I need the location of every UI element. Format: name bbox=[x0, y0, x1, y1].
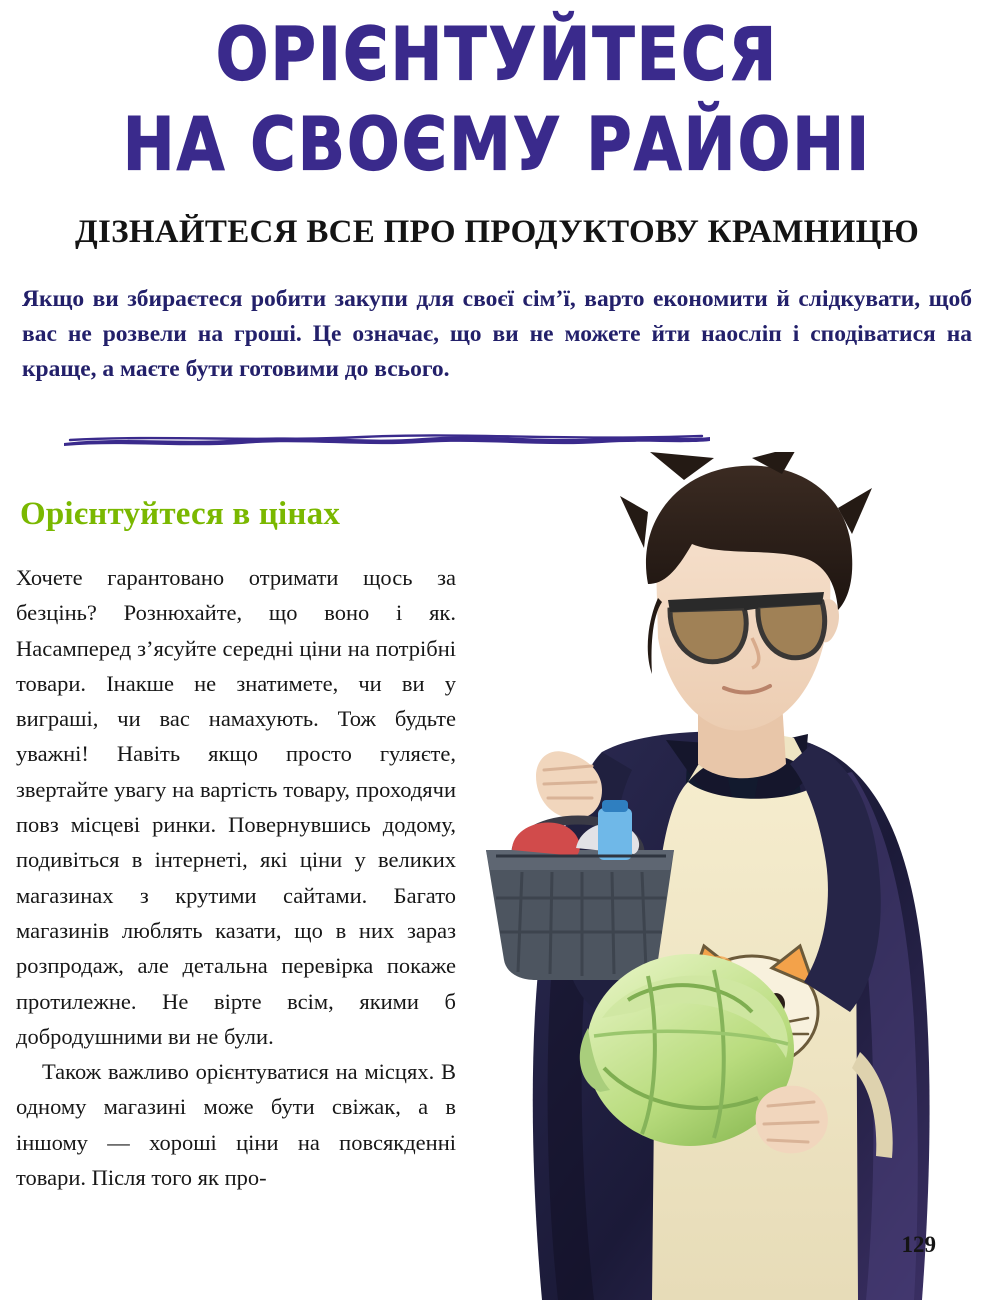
body-paragraph-1: Хочете гарантовано отримати щось за безцінь? Рознюхайте, що воно і як. Насамперед з’ясуйте середні ціни на потрібні товари. Інакше не знатимете, чи ви у виграші, чи вас намахують. Тож будьте уважні! Навіть якщо просто гуляєте, звертайте увагу на вартість товару, проходячи повз місцеві ринки. Повернувшись додому, подивіться в інтернеті, які ціни у великих магазинах з крутими сайтами. Багато магазинів люблять казати, що в них зараз розпродаж, але детальна перевірка покаже протилежне. Не вірте всім, якими б добродушними ви не були. bbox=[16, 565, 456, 1049]
illustration-man-with-shopping-basket-and-cabbage bbox=[452, 452, 994, 1300]
brush-divider bbox=[62, 432, 712, 448]
body-paragraph-2: Також важливо орієнтуватися на місцях. В одному магазині може бути свіжак, а в іншому — хороші ціни на повсякденні товари. Після того як про- bbox=[16, 1059, 456, 1191]
page-number: 129 bbox=[901, 1232, 936, 1257]
section-heading: Орієнтуйтеся в цінах bbox=[20, 496, 341, 532]
title-line-1: ОРІЄНТУЙТЕСЯ bbox=[215, 10, 779, 98]
body-text-column bbox=[16, 560, 456, 1195]
title-line-2: НА СВОЄМУ РАЙОНІ bbox=[122, 100, 872, 188]
page-title bbox=[0, 10, 994, 188]
section-subheading: ДІЗНАЙТЕСЯ ВСЕ ПРО ПРОДУКТОВУ КРАМНИЦЮ bbox=[74, 214, 920, 250]
intro-paragraph: Якщо ви збираєтеся робити закупи для своєї сім’ї, варто економити й слідкувати, щоб вас не розвели на гроші. Це означає, що ви не можете йти наосліп і сподіватися на краще, а маєте бути готовими до всього. bbox=[22, 286, 972, 382]
